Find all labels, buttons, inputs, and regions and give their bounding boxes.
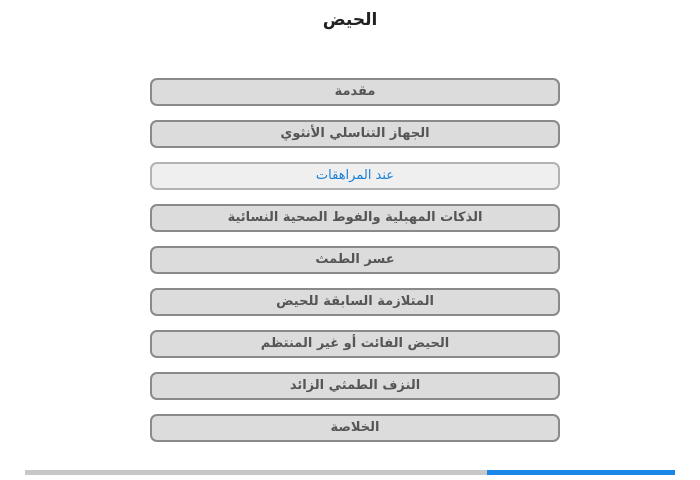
progress-bar [25, 470, 675, 475]
menu-item-in-adolescents[interactable]: عند المراهقات [150, 162, 560, 190]
menu-item-dysmenorrhea[interactable]: عسر الطمث [150, 246, 560, 274]
progress-bar-fill [487, 470, 676, 475]
page-title: الحيض [322, 10, 378, 30]
menu-item-summary[interactable]: الخلاصة [150, 414, 560, 442]
menu-item-missed-or-irregular-periods[interactable]: الحيض الفائت أو غير المنتظم [150, 330, 560, 358]
menu-item-premenstrual-syndrome[interactable]: المتلازمة السابقة للحيض [150, 288, 560, 316]
menu-item-tampons-and-pads[interactable]: الذكات المهبلية والفوط الصحية النسائية [150, 204, 560, 232]
menu-item-heavy-menstrual-bleeding[interactable]: النزف الطمثي الزائد [150, 372, 560, 400]
chapter-menu [150, 78, 560, 456]
menu-item-female-reproductive-system[interactable]: الجهاز التناسلي الأنثوي [150, 120, 560, 148]
menu-item-introduction[interactable]: مقدمة [150, 78, 560, 106]
